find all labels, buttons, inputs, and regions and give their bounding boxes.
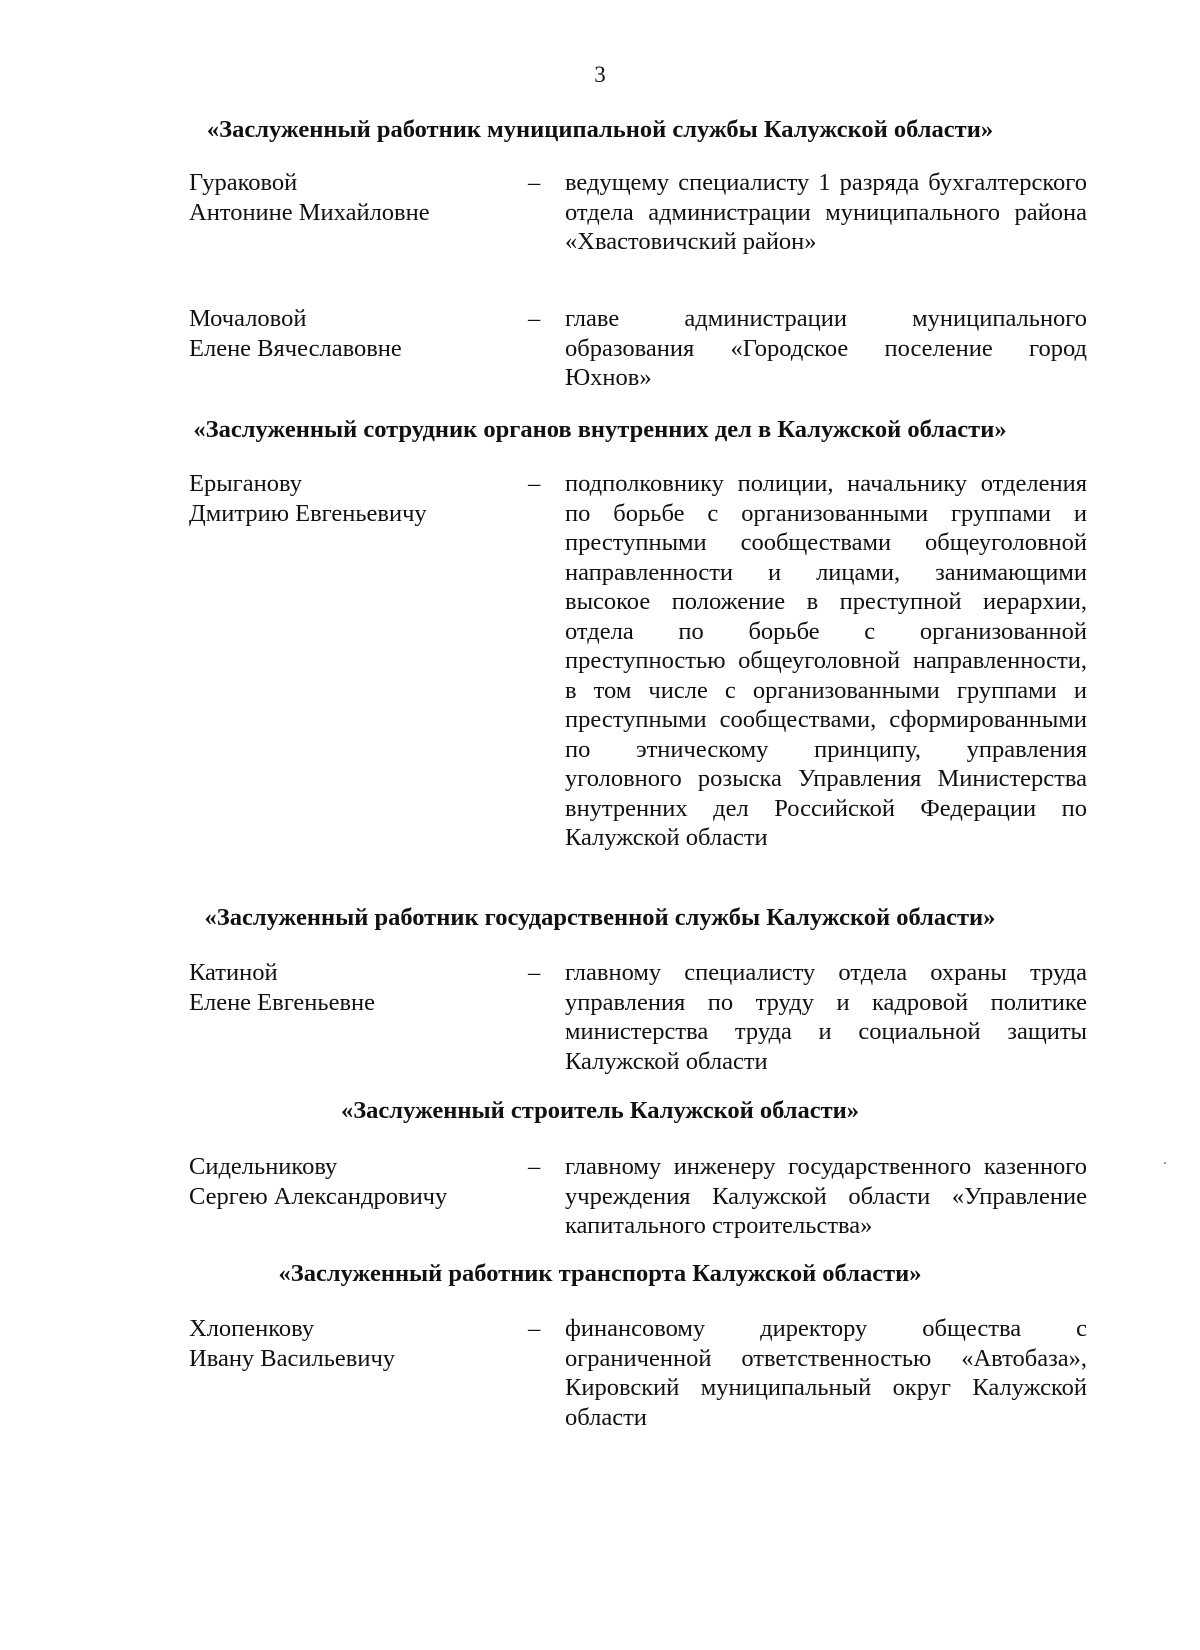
recipient-surname: Гураковой bbox=[189, 169, 298, 196]
section-title: «Заслуженный строитель Калужской области» bbox=[340, 1097, 860, 1124]
entry-dash: – bbox=[528, 169, 541, 196]
recipient-position: ведущему специалисту 1 разряда бухгалтерского отдела администрации муниципального района «Хвастовичский район» bbox=[565, 169, 1087, 255]
recipient-name bbox=[189, 958, 509, 1017]
recipient-surname: Катиной bbox=[189, 959, 278, 986]
recipient-position: главному специалисту отдела охраны труда управления по труду и кадровой политике министерства труда и социальной защиты Калужской области bbox=[565, 959, 1087, 1075]
entry-dash: – bbox=[528, 1315, 541, 1342]
recipient-name bbox=[189, 1314, 509, 1373]
recipient-given-names: Дмитрию Евгеньевичу bbox=[189, 499, 427, 527]
recipient-given-names: Елене Вячеславовне bbox=[189, 334, 402, 362]
recipient-position: финансовому директору общества с ограниченной ответственностью «Автобаза», Кировский муниципальный округ Калужской области bbox=[565, 1315, 1087, 1431]
section-title: «Заслуженный работник транспорта Калужской области» bbox=[278, 1260, 922, 1287]
recipient-position: главе администрации муниципального образования «Городское поселение город Юхнов» bbox=[565, 305, 1087, 391]
section-title: «Заслуженный работник муниципальной службы Калужской области» bbox=[206, 116, 994, 143]
entry-dash: – bbox=[528, 1153, 541, 1180]
recipient-given-names: Ивану Васильевичу bbox=[189, 1344, 396, 1372]
recipient-name bbox=[189, 168, 509, 227]
section-title: «Заслуженный работник государственной службы Калужской области» bbox=[204, 904, 996, 931]
award-section bbox=[0, 415, 1200, 445]
recipient-surname: Мочаловой bbox=[189, 305, 307, 332]
award-section bbox=[0, 1259, 1200, 1289]
recipient-name bbox=[189, 304, 509, 363]
recipient-surname: Ерыганову bbox=[189, 470, 302, 497]
recipient-given-names: Антонине Михайловне bbox=[189, 198, 430, 226]
recipient-surname: Хлопенкову bbox=[189, 1315, 315, 1342]
award-section bbox=[0, 1096, 1200, 1126]
entry-dash: – bbox=[528, 305, 541, 332]
entry-dash: – bbox=[528, 959, 541, 986]
recipient-name bbox=[189, 1152, 509, 1211]
entry-dash: – bbox=[528, 470, 541, 497]
scan-speck bbox=[1164, 1162, 1166, 1164]
page-number: 3 bbox=[594, 62, 606, 87]
award-section bbox=[0, 903, 1200, 933]
section-title: «Заслуженный сотрудник органов внутренних дел в Калужской области» bbox=[193, 416, 1007, 443]
recipient-position: подполковнику полиции, начальнику отделения по борьбе с организованными группами и преступными сообществами общеуголовной направленности и лицами, занимающими высокое положение в преступной иерархии, отдела по борьбе с организованной преступностью общеуголовной направленности, в том числе с организованными группами и преступными сообществами, сформированными по этническому принципу, управления уголовного розыска Управления Министерства внутренних дел Российской Федерации по Калужской области bbox=[565, 470, 1087, 851]
recipient-position: главному инженеру государственного казенного учреждения Калужской области «Управление капитального строительства» bbox=[565, 1153, 1087, 1239]
recipient-surname: Сидельникову bbox=[189, 1153, 338, 1180]
award-section bbox=[0, 115, 1200, 145]
recipient-given-names: Сергею Александровичу bbox=[189, 1182, 448, 1210]
recipient-given-names: Елене Евгеньевне bbox=[189, 988, 376, 1016]
recipient-name bbox=[189, 469, 509, 528]
